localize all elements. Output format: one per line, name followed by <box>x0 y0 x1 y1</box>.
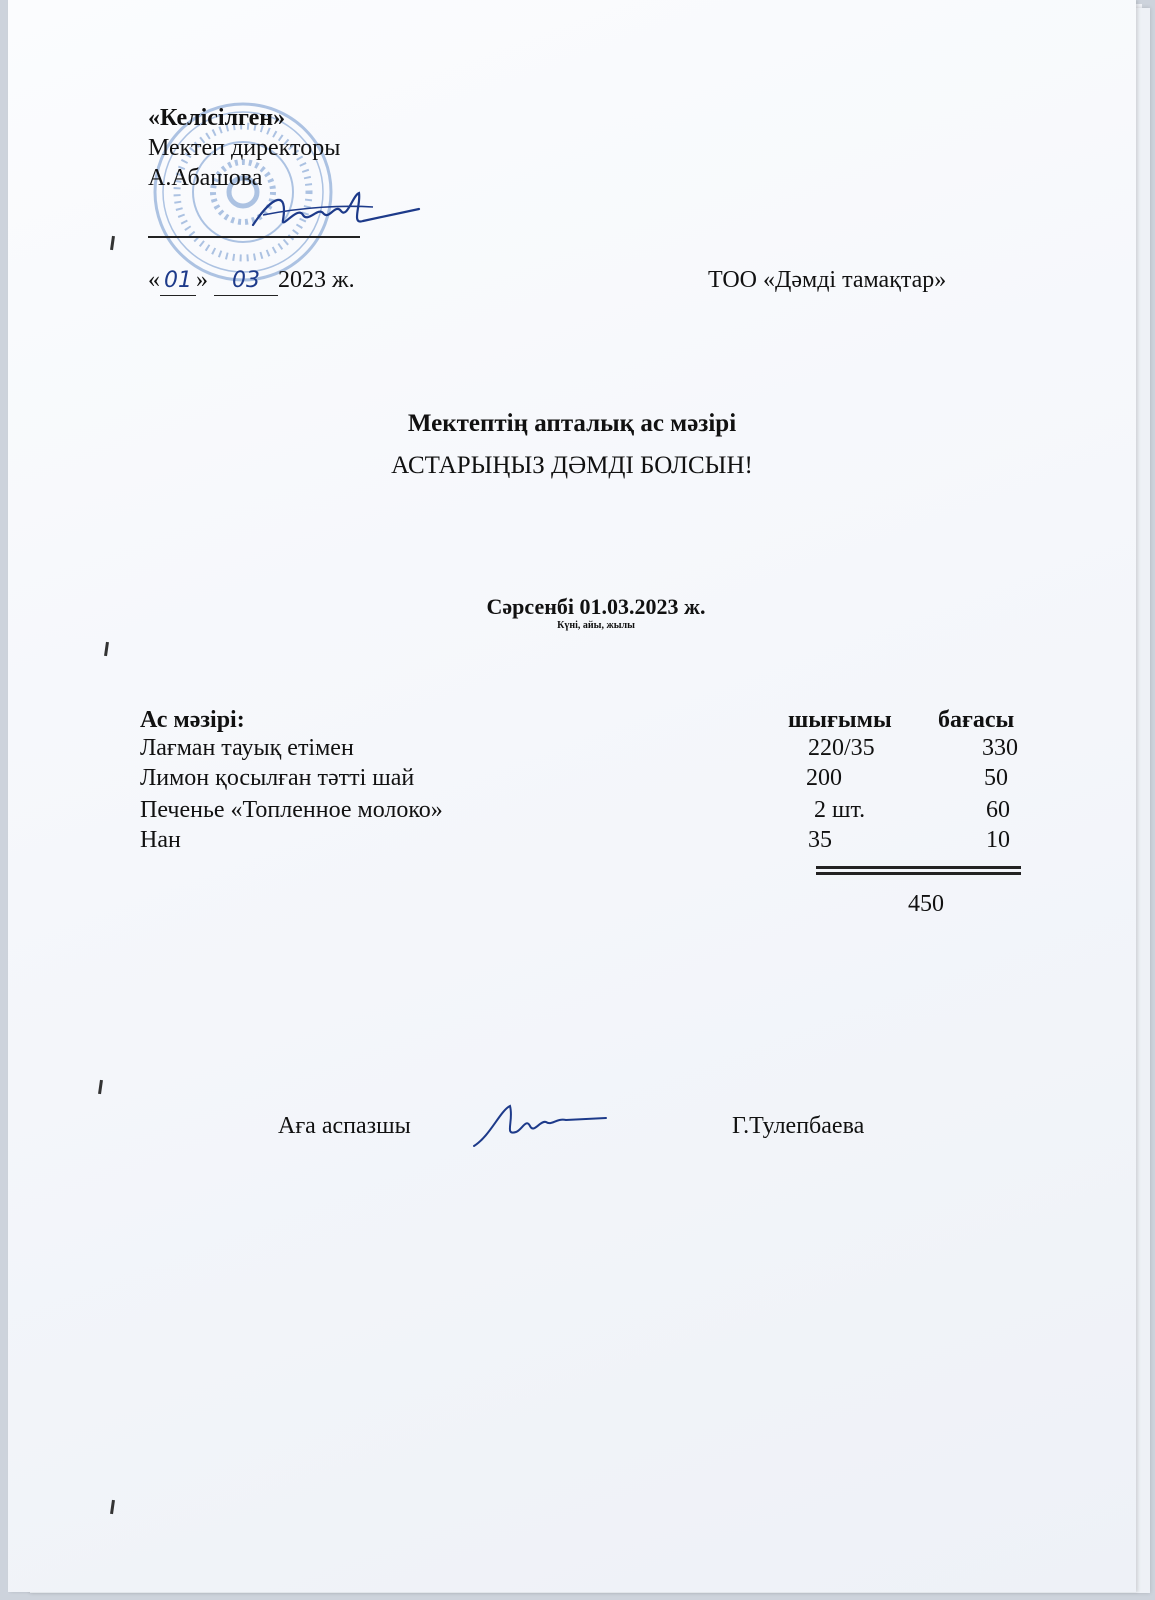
header-qty: шығымы <box>788 707 892 733</box>
item-price: 60 <box>986 797 1010 823</box>
item-name: Нан <box>140 827 181 853</box>
date-month: 03 <box>214 267 278 296</box>
margin-mark <box>110 236 115 250</box>
item-price: 10 <box>986 827 1010 853</box>
item-name: Лимон қосылған тәтті шай <box>140 765 415 791</box>
director-position: Мектеп директоры <box>148 135 341 161</box>
item-qty: 2 шт. <box>814 797 866 823</box>
item-name: Лағман тауық етімен <box>140 735 354 761</box>
approval-date <box>148 266 355 296</box>
cook-name: Г.Тулепбаева <box>732 1113 865 1139</box>
date-year: 2023 ж. <box>278 267 355 293</box>
margin-mark <box>110 1500 115 1514</box>
total-rule-bottom <box>816 872 1021 875</box>
item-qty: 220/35 <box>808 735 875 761</box>
cook-signature <box>470 1096 610 1156</box>
approval-title: «Келісілген» <box>148 105 286 131</box>
date-open-quote: « <box>148 267 160 293</box>
cook-role: Аға аспазшы <box>278 1113 411 1139</box>
menu-heading: Мектептің апталық ас мәзірі <box>407 410 737 437</box>
item-qty: 35 <box>808 827 832 853</box>
day-caption: Күні, айы, жылы <box>557 620 635 631</box>
date-close-quote: » <box>196 267 208 293</box>
company-name: ТОО «Дәмді тамақтар» <box>708 267 947 293</box>
header-price: бағасы <box>938 707 1015 733</box>
date-day: 01 <box>160 267 196 296</box>
day-label: Сәрсенбі 01.03.2023 ж. <box>486 594 706 619</box>
document-page <box>8 0 1136 1592</box>
margin-mark <box>104 642 109 656</box>
item-price: 50 <box>984 765 1008 791</box>
menu-total: 450 <box>908 891 944 917</box>
header-name: Ас мәзірі: <box>140 707 245 733</box>
total-rule-top <box>816 866 1021 869</box>
item-price: 330 <box>982 735 1018 761</box>
director-signature <box>243 185 423 245</box>
director-name: А.Абашова <box>148 165 263 191</box>
greeting-heading: АСТАРЫҢЫЗ ДӘМДІ БОЛСЫН! <box>391 452 753 479</box>
item-qty: 200 <box>806 765 842 791</box>
margin-mark <box>98 1080 103 1094</box>
item-name: Печенье «Топленное молоко» <box>140 797 443 823</box>
